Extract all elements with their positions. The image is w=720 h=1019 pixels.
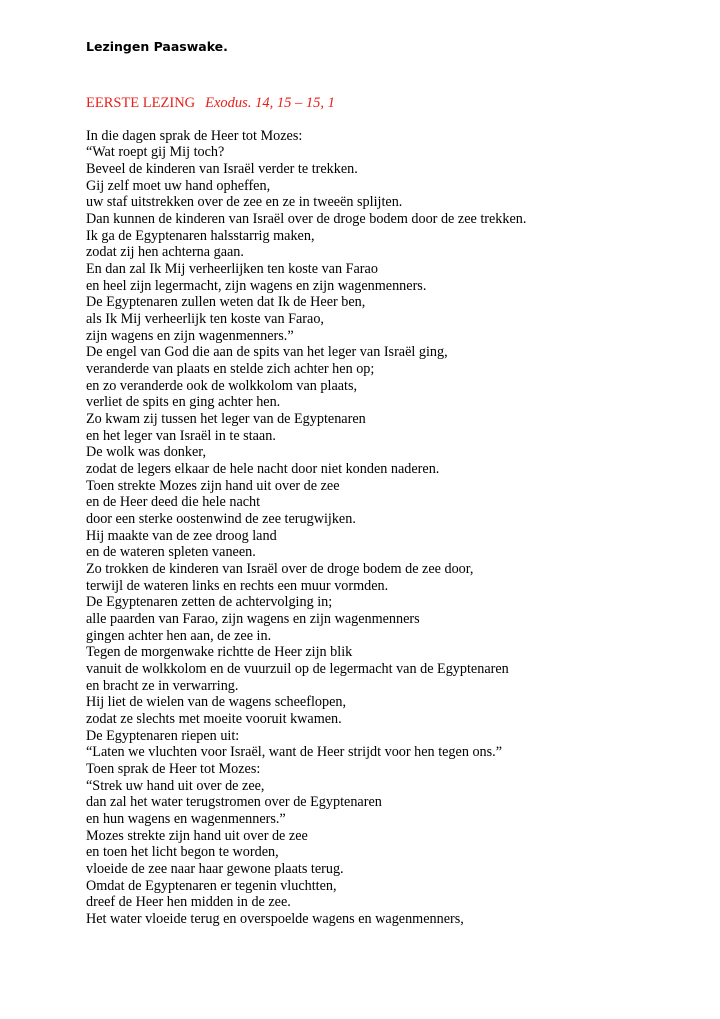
text-line: “Wat roept gij Mij toch? [86, 144, 225, 161]
text-line: Toen strekte Mozes zijn hand uit over de zee [86, 477, 340, 494]
text-line: vanuit de wolkkolom en de vuurzuil op de legermacht van de Egyptenaren [86, 661, 509, 677]
text-line: Het water vloeide terug en overspoelde wagens en wagenmenners, [86, 911, 464, 928]
text-line: Dan kunnen de kinderen van Israël over de droge bodem door de zee trekken. [86, 210, 527, 227]
text-line: gingen achter hen aan, de zee in. [86, 627, 272, 644]
text-line: Mozes strekte zijn hand uit over de zee [86, 827, 308, 844]
text-line: en toen het licht begon te worden, [86, 844, 279, 861]
text-line: Gij zelf moet uw hand opheffen, [86, 177, 271, 194]
text-line: uw staf uitstrekken over de zee en ze in tweeën splijten. [86, 194, 403, 211]
document-title: Lezingen Paaswake. [86, 39, 228, 54]
text-line: veranderde van plaats en stelde zich achter hen op; [86, 360, 375, 377]
text-line: en heel zijn legermacht, zijn wagens en zijn wagenmenners. [86, 277, 427, 294]
text-line: en zo veranderde ook de wolkkolom van plaats, [86, 377, 358, 394]
text-line: en het leger van Israël in te staan. [86, 427, 276, 444]
text-line: Omdat de Egyptenaren er tegenin vluchtten, [86, 877, 337, 894]
text-line: Tegen de morgenwake richtte de Heer zijn blik [86, 644, 353, 661]
text-line: “Laten we vluchten voor Israël, want de Heer strijdt voor hen tegen ons.” [86, 744, 503, 761]
reading-label: EERSTE LEZING [86, 95, 196, 111]
reading-text [86, 128, 706, 928]
reading-reference: Exodus. 14, 15 – 15, 1 [205, 95, 335, 111]
text-line: zijn wagens en zijn wagenmenners.” [86, 327, 294, 344]
text-line: vloeide de zee naar haar gewone plaats terug. [86, 861, 344, 878]
text-line: als Ik Mij verheerlijk ten koste van Farao, [86, 310, 324, 327]
text-line: Hij liet de wielen van de wagens scheeflopen, [86, 694, 347, 711]
text-line: De Egyptenaren riepen uit: [86, 727, 240, 744]
text-line: alle paarden van Farao, zijn wagens en zijn wagenmenners [86, 610, 420, 627]
text-line: zodat de legers elkaar de hele nacht door niet konden naderen. [86, 460, 440, 477]
text-line: Zo trokken de kinderen van Israël over de droge bodem de zee door, [86, 560, 474, 577]
text-line: En dan zal Ik Mij verheerlijken ten koste van Farao [86, 260, 378, 277]
text-line: De engel van God die aan de spits van het leger van Israël ging, [86, 344, 448, 361]
text-line: Zo kwam zij tussen het leger van de Egyptenaren [86, 410, 366, 427]
text-line: en de wateren spleten vaneen. [86, 544, 256, 561]
text-line: zodat zij hen achterna gaan. [86, 244, 244, 261]
text-line: De Egyptenaren zullen weten dat Ik de Heer ben, [86, 294, 366, 311]
text-line: door een sterke oostenwind de zee terugwijken. [86, 510, 356, 527]
text-line: Toen sprak de Heer tot Mozes: [86, 761, 261, 778]
text-line: De Egyptenaren zetten de achtervolging in; [86, 594, 333, 611]
text-line: De wolk was donker, [86, 444, 206, 461]
text-line: en de Heer deed die hele nacht [86, 494, 261, 511]
text-line: “Strek uw hand uit over de zee, [86, 777, 265, 794]
text-line: dan zal het water terugstromen over de Egyptenaren [86, 794, 382, 811]
text-line: dreef de Heer hen midden in de zee. [86, 894, 291, 911]
text-line: en hun wagens en wagenmenners.” [86, 811, 286, 828]
text-line: Beveel de kinderen van Israël verder te trekken. [86, 160, 358, 177]
text-line: zodat ze slechts met moeite vooruit kwamen. [86, 711, 342, 728]
text-line: Hij maakte van de zee droog land [86, 527, 277, 544]
text-line: en bracht ze in verwarring. [86, 677, 239, 694]
text-line: terwijl de wateren links en rechts een muur vormden. [86, 577, 389, 594]
reading-heading [86, 95, 335, 112]
text-line: verliet de spits en ging achter hen. [86, 394, 281, 411]
text-line: Ik ga de Egyptenaren halsstarrig maken, [86, 227, 315, 244]
text-line: In die dagen sprak de Heer tot Mozes: [86, 127, 303, 144]
